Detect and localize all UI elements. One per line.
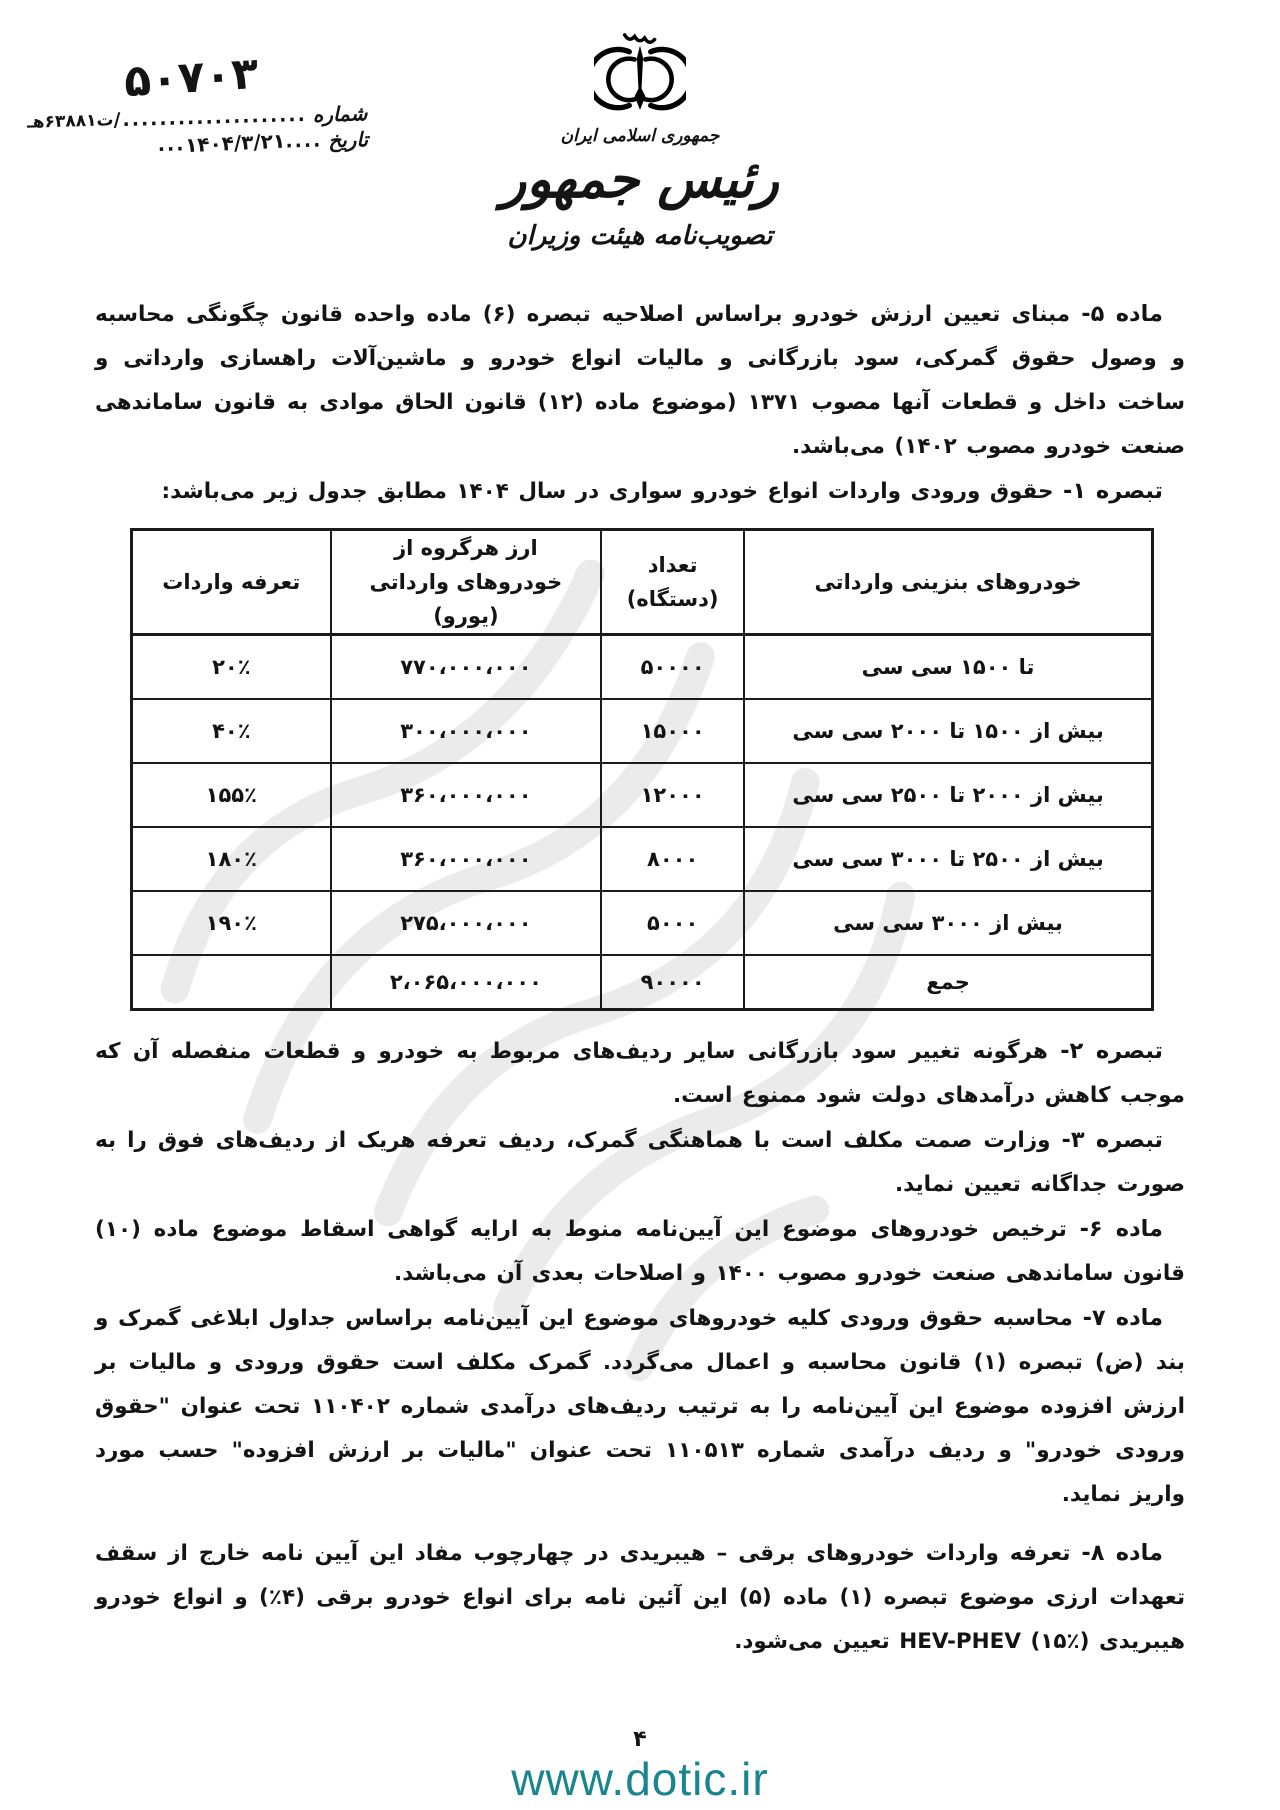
article-8-paragraph xyxy=(95,1531,1185,1664)
handwritten-decree-number: ۵۰۷۰۳ xyxy=(122,47,260,108)
header-category: خودروهای بنزینی وارداتی xyxy=(744,530,1152,635)
count-cell: ۵۰۰۰۰ xyxy=(601,635,744,700)
note-2-lead: تبصره ۲- xyxy=(1060,1038,1163,1064)
currency-cell: ۳۶۰،۰۰۰،۰۰۰ xyxy=(331,827,602,891)
article-6-lead: ماده ۶- xyxy=(1079,1216,1163,1242)
total-tariff-cell xyxy=(132,955,331,1010)
article-5-lead: ماده ۵- xyxy=(1081,301,1163,327)
table-total-row xyxy=(132,955,1153,1010)
number-code: ت۶۳۸۸۱هـ xyxy=(26,110,114,133)
count-cell: ۸۰۰۰ xyxy=(601,827,744,891)
category-cell: بیش از ۲۰۰۰ تا ۲۵۰۰ سی سی xyxy=(744,763,1152,827)
article-6-paragraph xyxy=(95,1207,1185,1296)
total-currency-cell: ۲،۰۶۵،۰۰۰،۰۰۰ xyxy=(331,955,602,1010)
table-row xyxy=(132,827,1153,891)
number-dotted-leader: ..................../ xyxy=(113,103,308,132)
tariff-cell: ۴۰٪ xyxy=(132,699,331,763)
tariff-cell: ۱۵۵٪ xyxy=(132,763,331,827)
note-3-text: وزارت صمت مکلف است با هماهنگی گمرک، ردیف تعرفه هریک از ردیف‌های فوق را به صورت جداگانه تعیین نماید. xyxy=(95,1128,1185,1197)
date-dotted-leader-start: .... xyxy=(285,129,323,153)
tariff-cell: ۱۸۰٪ xyxy=(132,827,331,891)
country-title: جمهوری اسلامی ایران xyxy=(560,126,720,146)
handwritten-date: ۱۴۰۴/۳/۲۱ xyxy=(184,128,286,158)
count-cell: ۱۵۰۰۰ xyxy=(601,699,744,763)
article-7-lead: ماده ۷- xyxy=(1082,1305,1163,1331)
category-cell: بیش از ۲۵۰۰ تا ۳۰۰۰ سی سی xyxy=(744,827,1152,891)
table-row xyxy=(132,635,1153,700)
total-count-cell: ۹۰۰۰۰ xyxy=(601,955,744,1010)
article-8-lead: ماده ۸- xyxy=(1081,1540,1163,1566)
table-header-row xyxy=(132,530,1153,635)
table-row xyxy=(132,763,1153,827)
currency-cell: ۷۷۰،۰۰۰،۰۰۰ xyxy=(331,635,602,700)
note-2-text: هرگونه تغییر سود بازرگانی سایر ردیف‌های مربوط به خودرو و قطعات منفصله آن که موجب کاهش درآمدهای دولت شود ممنوع است. xyxy=(95,1039,1185,1108)
table-row xyxy=(132,891,1153,955)
document-body xyxy=(95,292,1185,1664)
note-1-lead: تبصره ۱- xyxy=(1063,478,1163,504)
article-5-paragraph xyxy=(95,292,1185,469)
document-type-title: تصویب‌نامه هیئت وزیران xyxy=(507,221,773,251)
note-1-text: حقوق ورودی واردات انواع خودرو سواری در سال ۱۴۰۴ مطابق جدول زیر می‌باشد: xyxy=(161,479,1054,504)
header-tariff: تعرفه واردات xyxy=(132,530,331,635)
date-label: تاریخ xyxy=(327,127,369,153)
article-6-text: ترخیص خودروهای موضوع این آیین‌نامه منوط به ارایه گواهی اسقاط موضوع ماده (۱۰) قانون ساماندهی صنعت خودرو مصوب ۱۴۰۰ و اصلاحات بعدی آن می‌باشد. xyxy=(95,1217,1185,1286)
article-8-text: تعرفه واردات خودروهای برقی – هیبریدی در چهارچوب مفاد این آیین نامه خارج از سقف تعهدات ارزی موضوع تبصره (۱) ماده (۵) این آئین نامه برای انواع خودرو برقی (۴٪) و انواع خودرو هیبریدی HEV-PHEV (۱۵٪) تعیین می‌شود. xyxy=(95,1541,1186,1654)
header-count: تعداد (دستگاه) xyxy=(601,530,744,635)
count-cell: ۱۲۰۰۰ xyxy=(601,763,744,827)
article-7-paragraph xyxy=(95,1296,1185,1517)
currency-cell: ۳۶۰،۰۰۰،۰۰۰ xyxy=(331,763,602,827)
tariff-cell: ۲۰٪ xyxy=(132,635,331,700)
category-cell: تا ۱۵۰۰ سی سی xyxy=(744,635,1152,700)
currency-cell: ۲۷۵،۰۰۰،۰۰۰ xyxy=(331,891,602,955)
note-2-paragraph xyxy=(95,1029,1185,1118)
reference-stamp-block xyxy=(21,47,369,162)
table-row xyxy=(132,699,1153,763)
website-link[interactable]: www.dotic.ir xyxy=(511,1753,769,1805)
note-3-paragraph xyxy=(95,1118,1185,1207)
page-number: ۴ xyxy=(633,1727,647,1752)
tariff-cell: ۱۹۰٪ xyxy=(132,891,331,955)
letterhead-block xyxy=(400,24,880,251)
import-duty-table xyxy=(130,528,1154,1011)
article-7-text: محاسبه حقوق ورودی کلیه خودروهای موضوع این آیین‌نامه براساس جداول ابلاغی گمرک و بند (ض) تبصره (۱) قانون محاسبه و اعمال می‌گردد. گمرک مکلف است حقوق ورودی و مالیات بر ارزش افزوده موضوع این آیین‌نامه را به ترتیب ردیف‌های درآمدی شماره ۱۱۰۴۰۲ تحت عنوان "حقوق ورودی خودرو" و ردیف درآمدی شماره ۱۱۰۵۱۳ تحت عنوان "مالیات بر ارزش افزوده" حسب مورد واریز نماید. xyxy=(95,1306,1186,1507)
currency-cell: ۳۰۰،۰۰۰،۰۰۰ xyxy=(331,699,602,763)
iran-national-emblem-icon xyxy=(594,24,686,124)
note-1-paragraph xyxy=(95,469,1185,514)
number-label: شماره xyxy=(312,101,368,127)
total-label-cell: جمع xyxy=(744,955,1152,1010)
header-currency: ارز هرگروه از خودروهای وارداتی (یورو) xyxy=(331,530,602,635)
category-cell: بیش از ۳۰۰۰ سی سی xyxy=(744,891,1152,955)
article-5-text: مبنای تعیین ارزش خودرو براساس اصلاحیه تبصره (۶) ماده واحده قانون چگونگی محاسبه و وصول حقوق گمرکی، سود بازرگانی و مالیات انواع خودرو و ماشین‌آلات راهسازی وارداتی و ساخت داخل و قطعات آنها مصوب ۱۳۷۱ (موضوع ماده (۱۲) قانون الحاق موادی به قانون ساماندهی صنعت خودرو مصوب ۱۴۰۲) می‌باشد. xyxy=(95,302,1186,459)
president-title: رئیس جمهور xyxy=(501,150,779,210)
count-cell: ۵۰۰۰ xyxy=(601,891,744,955)
date-dotted-leader-end: ... xyxy=(157,133,186,157)
category-cell: بیش از ۱۵۰۰ تا ۲۰۰۰ سی سی xyxy=(744,699,1152,763)
note-3-lead: تبصره ۳- xyxy=(1061,1127,1163,1153)
